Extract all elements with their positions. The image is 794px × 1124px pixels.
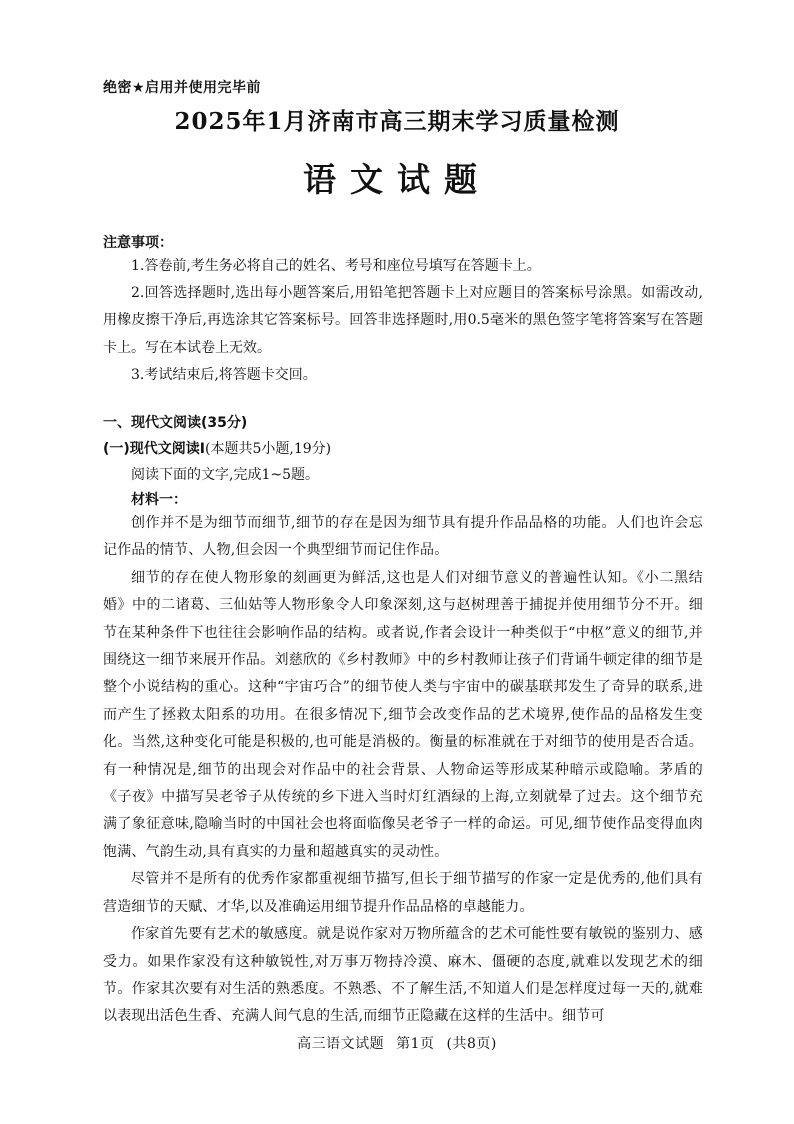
subject-title: 语文试题 <box>303 160 491 199</box>
notice-item-2: 2.回答选择题时,选出每小题答案后,用铅笔把答题卡上对应题目的答案标号涂黑。如需改动,用橡皮擦干净后,再选涂其它答案标号。回答非选择题时,用0.5毫米的黑色签字笔将答案写在答题卡上。写在本试卷上无效。 <box>103 285 703 356</box>
passage-paragraph-3: 尽管并不是所有的优秀作家都重视细节描写,但长于细节描写的作家一定是优秀的,他们具有营造细节的天赋、才华,以及准确运用细节提升作品品格的卓越能力。 <box>103 871 703 915</box>
footer-total-pages: (共8页) <box>446 1036 497 1052</box>
passage-body <box>103 510 703 1031</box>
sub-section-heading <box>103 438 331 458</box>
reading-instruction: 阅读下面的文字,完成1~5题。 <box>131 467 319 483</box>
passage-paragraph-4: 作家首先要有艺术的敏感度。就是说作家对万物所蕴含的艺术可能性要有敏锐的鉴别力、感受力。如果作家没有这种敏锐性,对万事万物持冷漠、麻木、僵硬的态度,就难以发现艺术的细节。作家其次要有对生活的熟悉度。不熟悉、不了解生活,不知道人们是怎样度过每一天的,就难以表现出活色生香、充满人间气息的生活,而细节正隐藏在这样的生活中。细节可 <box>103 926 703 1025</box>
sub-section-detail: (本题共5小题,19分) <box>205 441 332 457</box>
sub-section-title: (一)现代文阅读Ⅰ <box>103 441 206 457</box>
notice-list <box>103 253 703 389</box>
notice-item-1: 1.答卷前,考生务必将自己的姓名、考号和座位号填写在答题卡上。 <box>131 258 541 274</box>
exam-title: 2025年1月济南市高三期末学习质量检测 <box>174 108 620 135</box>
section-heading: 一、现代文阅读(35分) <box>103 415 248 431</box>
passage-paragraph-2: 细节的存在使人物形象的刻画更为鲜活,这也是人们对细节意义的普遍性认知。《小二黑结婚》中的二诸葛、三仙姑等人物形象令人印象深刻,这与赵树理善于捕捉并使用细节分不开。细节在某种条件下也往往会影响作品的结构。或者说,作者会设计一种类似于“中枢”意义的细节,并围绕这一细节来展开作品。刘慈欣的《乡村教师》中的乡村教师让孩子们背诵牛顿定律的细节是整个小说结构的重心。这种“宇宙巧合”的细节使人类与宇宙中的碳基联邦发生了奇异的联系,进而产生了拯救太阳系的功用。在很多情况下,细节会改变作品的艺术境界,使作品的品格发生变化。当然,这种变化可能是积极的,也可能是消极的。衡量的标准就在于对细节的使用是否合适。有一种情况是,细节的出现会对作品中的社会背景、人物命运等形成某种暗示或隐喻。茅盾的《子夜》中描写吴老爷子从传统的乡下进入当时灯红酒绿的上海,立刻就晕了过去。这个细节充满了象征意味,隐喻当时的中国社会也将面临像吴老爷子一样的命运。可见,细节使作品变得血肉饱满、气韵生动,具有真实的力量和超越真实的灵动性。 <box>103 569 703 860</box>
page-footer <box>0 1033 794 1053</box>
footer-doc-label: 高三语文试题 <box>297 1036 385 1052</box>
footer-page-number: 第1页 <box>396 1036 435 1052</box>
material-label: 材料一： <box>131 492 187 508</box>
passage-paragraph-1: 创作并不是为细节而细节,细节的存在是因为细节具有提升作品品格的功能。人们也许会忘记作品的情节、人物,但会因一个典型细节而记住作品。 <box>103 515 703 559</box>
confidential-label: 绝密★启用并使用完毕前 <box>103 80 262 96</box>
notice-item-3: 3.考试结束后,将答题卡交回。 <box>131 366 317 383</box>
notice-heading: 注意事项： <box>103 235 173 251</box>
